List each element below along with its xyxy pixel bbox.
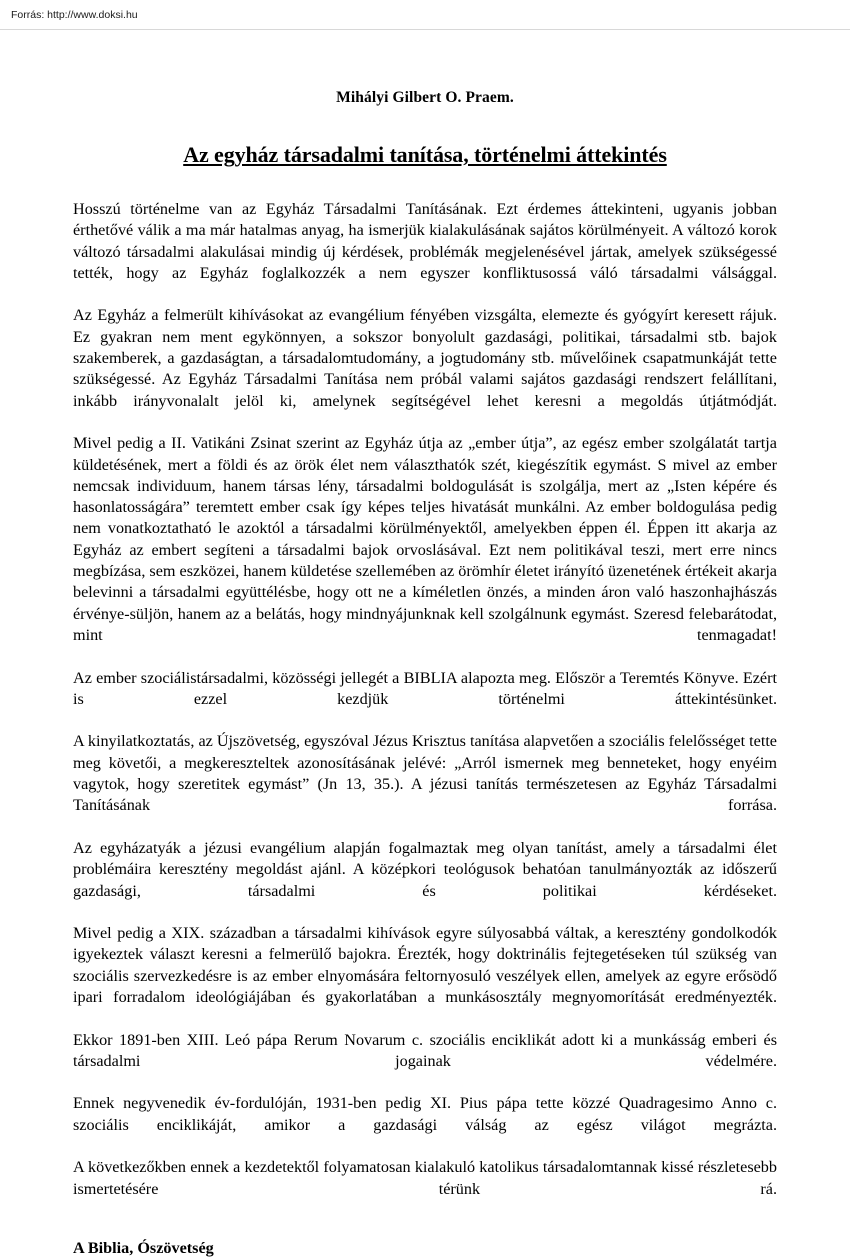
paragraph: Az Egyház a felmerült kihívásokat az evangélium fényében vizsgálta, elemezte és gyógyírt keresett rájuk. Ez gyakran nem ment egykönnyen, a sokszor bonyolult gazdasági, politikai, társadalmi stb. bajok szakemberek, a gazdaságtan, a társadalomtudomány, a jogtudomány stb. művelőinek csapatmunkáját tette szükségessé. Az Egyház Társadalmi Tanítása nem próbál valami sajátos gazdasági rendszert felállítani, inkább irányvonalalt jelöl ki, amelynek segítségével lehet keresni a megoldás útjátmódját. bbox=[73, 306, 777, 410]
source-url-label: Forrás: http://www.doksi.hu bbox=[11, 9, 138, 21]
paragraph: Ekkor 1891-ben XIII. Leó pápa Rerum Novarum c. szociális enciklikát adott ki a munkásság emberi és társadalmi jogainak védelmére. bbox=[73, 1030, 777, 1070]
header-divider bbox=[0, 29, 850, 30]
paragraph: Mivel pedig a XIX. században a társadalmi kihívások egyre súlyosabbá váltak, a keresztény gondolkodók igyekeztek választ keresni a felmerülő bajokra. Érezték, hogy doktrinális fejtegetéseken túl szükség van szociális szervezkedésre is az ember elnyomására feltornyosuló veszélyek ellen, amelyek az egyre erősödő ipari forradalom ideológiájában és gyakorlatában a munkásosztály megnyomorítását eredményezték. bbox=[73, 924, 777, 1006]
paragraph: Hosszú történelme van az Egyház Társadalmi Tanításának. Ezt érdemes áttekinteni, ugyanis jobban érthetővé válik a ma már hatalmas anyag, ha ismerjük kialakulásának sajátos körülményeit. A változó korok változó társadalmi alakulásai mindig új kérdések, problémák megjelenésével jártak, amelyek szükségessé tették, hogy az Egyház foglalkozzék a nem egyszer konfliktusossá váló társadalmi válsággal. bbox=[73, 200, 777, 282]
document-body bbox=[73, 40, 777, 1259]
page-title bbox=[73, 141, 777, 169]
paragraph: A következőkben ennek a kezdetektől folyamatosan kialakuló katolikus társadalomtannak kissé részletesebb ismertetésére térünk rá. bbox=[73, 1158, 777, 1198]
section-heading: A Biblia, Ószövetség bbox=[73, 1239, 214, 1258]
author-name: Mihályi Gilbert O. Praem. bbox=[336, 89, 514, 106]
paragraph-list bbox=[73, 199, 777, 1221]
paragraph: A kinyilatkoztatás, az Újszövetség, egyszóval Jézus Krisztus tanítása alapvetően a szociális felelősséget tette meg követői, a megkereszteltek azonosításának jelévé: „Arról ismernek meg benneteket, hogy enyéim vagytok, hogy szeretitek egymást” (Jn 13, 35.). A jézusi tanítás természetesen az Egyház Társadalmi Tanításának forrása. bbox=[73, 732, 777, 815]
paragraph: Mivel pedig a II. Vatikáni Zsinat szerint az Egyház útja az „ember útja”, az egész ember szolgálatát tartja küldetésének, mert a földi és az örök élet nem választhatók szét, kiegészítik egymást. S mivel az ember nemcsak individuum, hanem társas lény, társadalmi boldogulását is szolgálja, mert az „Isten képére és hasonlatosságára” teremtett ember csak így képes teljes hivatását munkálni. Az ember boldogulása pedig nem vonatkoztatható le azoktól a társadalmi körülményektől, amelyekben éppen él. Éppen itt akarja az Egyház az embert segíteni a társadalmi bajok orvoslásával. Ezt nem politikával teszi, mert erre nincs megbízása, sem eszközei, hanem küldetése szellemében az örömhír életet irányító üzenetének értékeit akarja belevinni a társadalmi együttélésbe, hogy ott ne a kíméletlen önzés, a minden áron való haszonhajhászás érvénye-süljön, hanem az a belátás, hogy mindnyájunknak kell szolgálnunk egymást. Szeresd felebarátodat, mint tenmagadat! bbox=[73, 434, 777, 644]
paragraph: Az ember szociálistársadalmi, közösségi jellegét a BIBLIA alapozta meg. Először a Teremtés Könyve. Ezért is ezzel kezdjük történelmi áttekintésünket. bbox=[73, 668, 777, 708]
paragraph: Az egyházatyák a jézusi evangélium alapján fogalmaztak meg olyan tanítást, amely a társadalmi élet problémáira keresztény megoldást ajánl. A középkori teológusok behatóan tanulmányozták az időszerű gazdasági, társadalmi és politikai kérdéseket. bbox=[73, 838, 777, 900]
page-title-text: Az egyház társadalmi tanítása, történelmi áttekintés bbox=[183, 142, 667, 167]
paragraph: Ennek negyvenedik év-fordulóján, 1931-ben pedig XI. Pius pápa tette közzé Quadragesimo Anno c. szociális enciklikáját, amikor a gazdasági válság az egész világot megrázta. bbox=[73, 1094, 777, 1134]
source-header bbox=[0, 0, 850, 30]
